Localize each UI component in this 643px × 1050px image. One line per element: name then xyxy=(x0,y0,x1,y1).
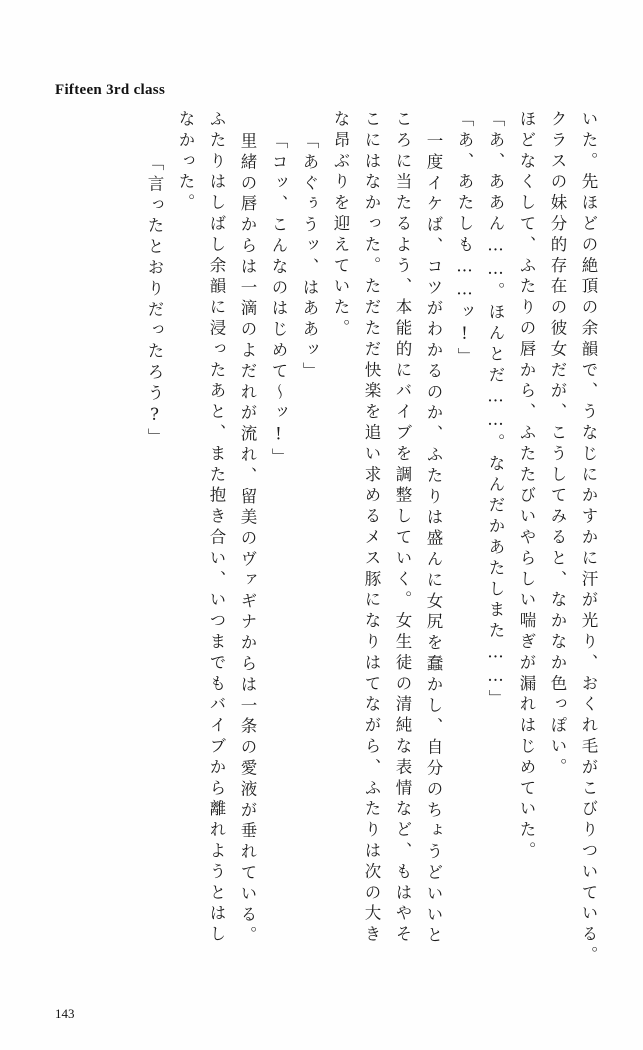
text-line: 「あぐぅうッ、はああッ」 xyxy=(300,132,319,383)
text-line: 「あ、ああん……。ほんとだ……。なんだかあたしまた……」 xyxy=(486,110,505,711)
text-line: 「あ、あたしも……ッ!」 xyxy=(455,110,474,369)
page-number: 143 xyxy=(55,1006,75,1021)
running-head: Fifteen 3rd class xyxy=(55,82,166,98)
text-line: な昂ぶりを迎えていた。 xyxy=(331,110,350,340)
text-line: ころに当たるよう、本能的にバイブを調整していく。女生徒の清純な表情など、もはやそ xyxy=(393,110,412,946)
text-line: 「コッ、こんなのはじめて〜ッ!」 xyxy=(269,132,288,469)
text-line: 「言ったとおりだったろう?」 xyxy=(145,154,164,450)
text-line: 一度イケば、コツがわかるのか、ふたりは盛んに女尻を蠢かし、自分のちょうどいいと xyxy=(424,132,443,948)
text-line: なかった。 xyxy=(176,110,195,215)
text-line: 里緒の唇からは一滴のよだれが流れ、留美のヴァギナからは一条の愛液が垂れている。 xyxy=(238,132,257,948)
text-line: ふたりはしばし余韻に浸ったあと、また抱き合い、いつまでもバイブから離れようとはし xyxy=(207,110,226,946)
text-line: こにはなかった。ただただ快楽を追い求めるメス豚になりはてながら、ふたりは次の大き xyxy=(362,110,381,946)
vertical-text-body xyxy=(48,110,596,990)
text-line: ほどなくして、ふたりの唇から、ふたたびいやらしい喘ぎが漏れはじめていた。 xyxy=(517,110,536,863)
text-line: クラスの妹分的存在の彼女だが、こうしてみると、なかなか色っぽい。 xyxy=(548,110,567,779)
text-line: いた。先ほどの絶頂の余韻で、うなじにかすかに汗が光り、おくれ毛がこびりついている。 xyxy=(579,110,598,967)
